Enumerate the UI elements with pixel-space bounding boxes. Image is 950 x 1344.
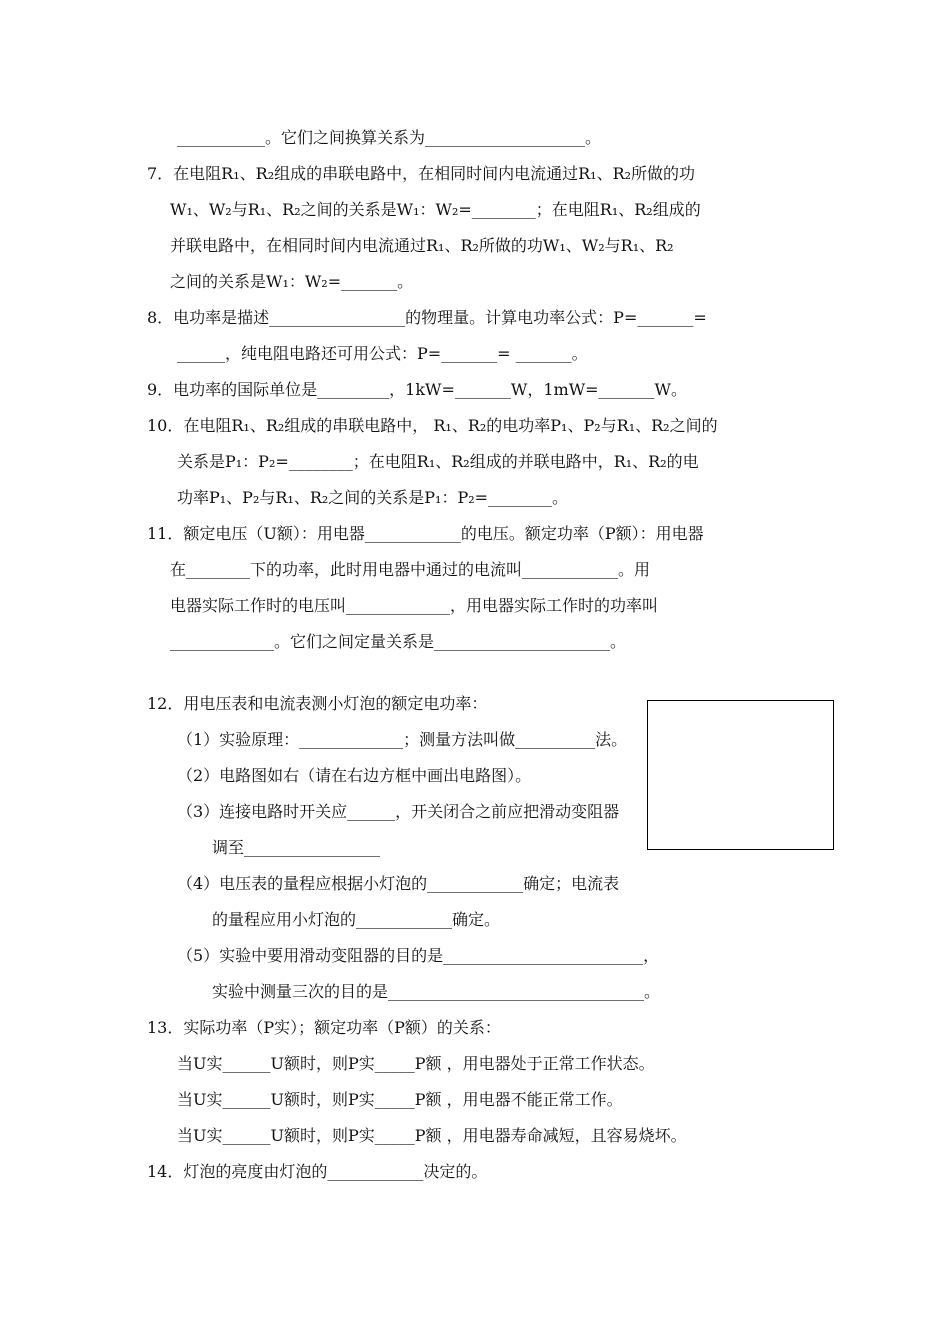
question-12-part-1: （1）实验原理：_____________；测量方法叫做__________法。 xyxy=(177,730,628,749)
question-12-part-4: （4）电压表的量程应根据小灯泡的____________确定；电流表 xyxy=(177,874,620,893)
question-12-part-3: （3）连接电路时开关应______，开关闭合之前应把滑动变阻器 xyxy=(177,802,620,821)
question-7-line-3: 并联电路中，在相同时间内电流通过R₁、R₂所做的功W₁、W₂与R₁、R₂ xyxy=(170,236,674,255)
question-12-part-3-line-2: 调至_________________ xyxy=(212,838,381,857)
question-7: 7．在电阻R₁、R₂组成的串联电路中，在相同时间内电流通过R₁、R₂所做的功 xyxy=(147,164,696,183)
question-10-line-3: 功率P₁、P₂与R₁、R₂之间的关系是P₁：P₂=________。 xyxy=(177,488,569,507)
question-12-part-5-line-2: 实验中测量三次的目的是________________________________。 xyxy=(212,982,661,1001)
line-6-tail: ___________。它们之间换算关系为____________________。 xyxy=(177,128,602,147)
question-13-case-1: 当U实______U额时，则P实_____P额 ，用电器处于正常工作状态。 xyxy=(177,1054,655,1073)
question-7-line-4: 之间的关系是W₁：W₂=_______。 xyxy=(170,272,414,291)
question-10-line-2: 关系是P₁：P₂=________；在电阻R₁、R₂组成的并联电路中，R₁、R₂的电 xyxy=(177,452,699,471)
question-8-line-2: ______，纯电阻电路还可用公式：P=_______= _______。 xyxy=(177,344,588,363)
question-7-line-2: W₁、W₂与R₁、R₂之间的关系是W₁：W₂=________；在电阻R₁、R₂组成的 xyxy=(170,200,701,219)
question-8: 8．电功率是描述_________________的物理量。计算电功率公式：P=_______= xyxy=(147,308,707,327)
question-9: 9．电功率的国际单位是_________，1kW=_______W，1mW=_______W。 xyxy=(147,380,688,399)
question-11-line-2: 在________下的功率，此时用电器中通过的电流叫____________。用 xyxy=(170,560,651,579)
question-13: 13．实际功率（P实）；额定功率（P额）的关系： xyxy=(147,1018,501,1037)
question-13-case-3: 当U实______U额时，则P实_____P额 ，用电器寿命减短，且容易烧坏。 xyxy=(177,1126,687,1145)
question-13-case-2: 当U实______U额时，则P实_____P额 ，用电器不能正常工作。 xyxy=(177,1090,623,1109)
circuit-diagram-box xyxy=(647,700,834,850)
question-11: 11．额定电压（U额）：用电器____________的电压。额定功率（P额）：用电器 xyxy=(147,524,704,543)
question-11-line-3: 电器实际工作时的电压叫_____________，用电器实际工作时的功率叫 xyxy=(170,596,659,615)
question-14: 14．灯泡的亮度由灯泡的____________决定的。 xyxy=(147,1162,488,1181)
question-12: 12．用电压表和电流表测小灯泡的额定电功率： xyxy=(147,694,488,713)
question-11-line-4: _____________。它们之间定量关系是______________________。 xyxy=(170,632,627,651)
question-10: 10．在电阻R₁、R₂组成的串联电路中， R₁、R₂的电功率P₁、P₂与R₁、R₂之间的 xyxy=(147,416,718,435)
question-12-part-5: （5）实验中要用滑动变阻器的目的是_________________________， xyxy=(177,946,660,965)
question-12-part-4-line-2: 的量程应用小灯泡的____________确定。 xyxy=(212,910,501,929)
question-12-part-2: （2）电路图如右（请在右边方框中画出电路图）。 xyxy=(177,766,532,785)
